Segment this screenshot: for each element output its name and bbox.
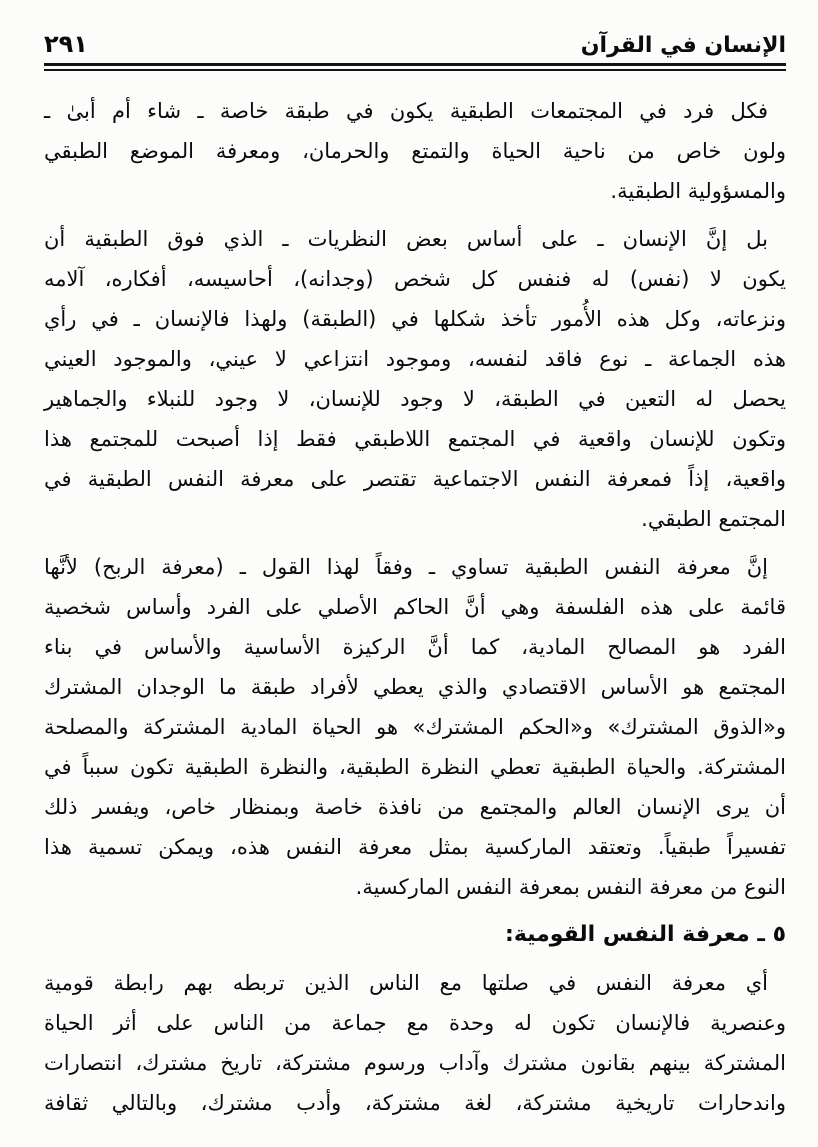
- paragraph-1: [44, 91, 786, 211]
- section-heading: ٥ ـ معرفة النفس القومية:: [505, 922, 786, 947]
- text-line: قائمة على هذه الفلسفة وهي أنَّ الحاكم الأصلي على الفرد وأساس شخصية: [44, 595, 786, 619]
- text-line: تفسيراً طبقياً. وتعتقد الماركسية بمثل معرفة النفس هذه، ويمكن تسمية هذا: [44, 835, 786, 859]
- text-line: و«الذوق المشترك» و«الحكم المشترك» هو الحياة المادية المشتركة والمصلحة: [44, 715, 786, 739]
- header-divider: [44, 63, 786, 71]
- paragraph-3: [44, 547, 786, 907]
- text-line: ولون خاص من ناحية الحياة والتمتع والحرمان، ومعرفة الموضع الطبقي: [44, 139, 786, 163]
- text-line: النوع من معرفة النفس بمعرفة النفس الماركسية.: [355, 875, 786, 899]
- text-line: الفرد هو المصالح المادية، كما أنَّ الركيزة الأساسية والأساس في بناء: [44, 635, 786, 659]
- page-header: [44, 22, 786, 58]
- text-line: المجتمع الطبقي.: [641, 507, 786, 531]
- text-line: بل إنَّ الإنسان ـ على أساس بعض النظريات ـ الذي فوق الطبقية أن: [44, 227, 768, 251]
- text-line: أي معرفة النفس في صلتها مع الناس الذين تربطه بهم رابطة قومية: [44, 971, 768, 995]
- text-line: يحصل له التعين في الطبقة، لا وجود للإنسان، لا وجود للنبلاء والجماهير: [44, 387, 786, 411]
- text-line: يكون لا (نفس) له فنفس كل شخص (وجدانه)، أحاسيسه، أفكاره، آلامه: [44, 267, 786, 291]
- text-line: إنَّ معرفة النفس الطبقية تساوي ـ وفقاً لهذا القول ـ (معرفة الربح) لأنَّها: [44, 555, 768, 579]
- paragraph-2: [44, 219, 786, 539]
- text-line: واندحارات تاريخية مشتركة، لغة مشتركة، وأدب مشترك، وبالتالي ثقافة: [44, 1091, 786, 1115]
- running-title: الإنسان في القرآن: [580, 33, 786, 58]
- text-line: أن يرى الإنسان العالم والمجتمع من نافذة خاصة وبمنظار خاص، ويفسر ذلك: [44, 795, 786, 819]
- text-line: المشتركة بينهم بقانون مشترك وآداب ورسوم مشتركة، تاريخ مشترك، انتصارات: [44, 1051, 786, 1075]
- text-line: فكل فرد في المجتمعات الطبقية يكون في طبقة خاصة ـ شاء أم أبىٰ ـ: [44, 99, 768, 123]
- text-line: وعنصرية فالإنسان تكون له وحدة مع جماعة من الناس على أثر الحياة: [44, 1011, 786, 1035]
- paragraph-4: [44, 963, 786, 1123]
- text-line: المجتمع هو الأساس الاقتصادي والذي يعطي لأفراد طبقة ما الوجدان المشترك: [44, 675, 786, 699]
- page-body: [44, 91, 786, 1123]
- text-line: وتكون للإنسان واقعية في المجتمع اللاطبقي فقط إذا أصبحت للمجتمع هذا: [44, 427, 786, 451]
- text-line: والمسؤولية الطبقية.: [610, 179, 786, 203]
- text-line: المشتركة. والحياة الطبقية تعطي النظرة الطبقية، والنظرة الطبقية تكون سبباً في: [44, 755, 786, 779]
- page-number: ٢٩١: [44, 30, 88, 58]
- text-line: واقعية، إذاً فمعرفة النفس الاجتماعية تقتصر على معرفة النفس الطبقية في: [44, 467, 786, 491]
- text-line: ونزعاته، وكل هذه الأُمور تأخذ شكلها في (الطبقة) ولهذا فالإنسان ـ في رأي: [44, 307, 786, 331]
- text-line: هذه الجماعة ـ نوع فاقد لنفسه، وموجود انتزاعي لا عيني، والموجود العيني: [44, 347, 786, 371]
